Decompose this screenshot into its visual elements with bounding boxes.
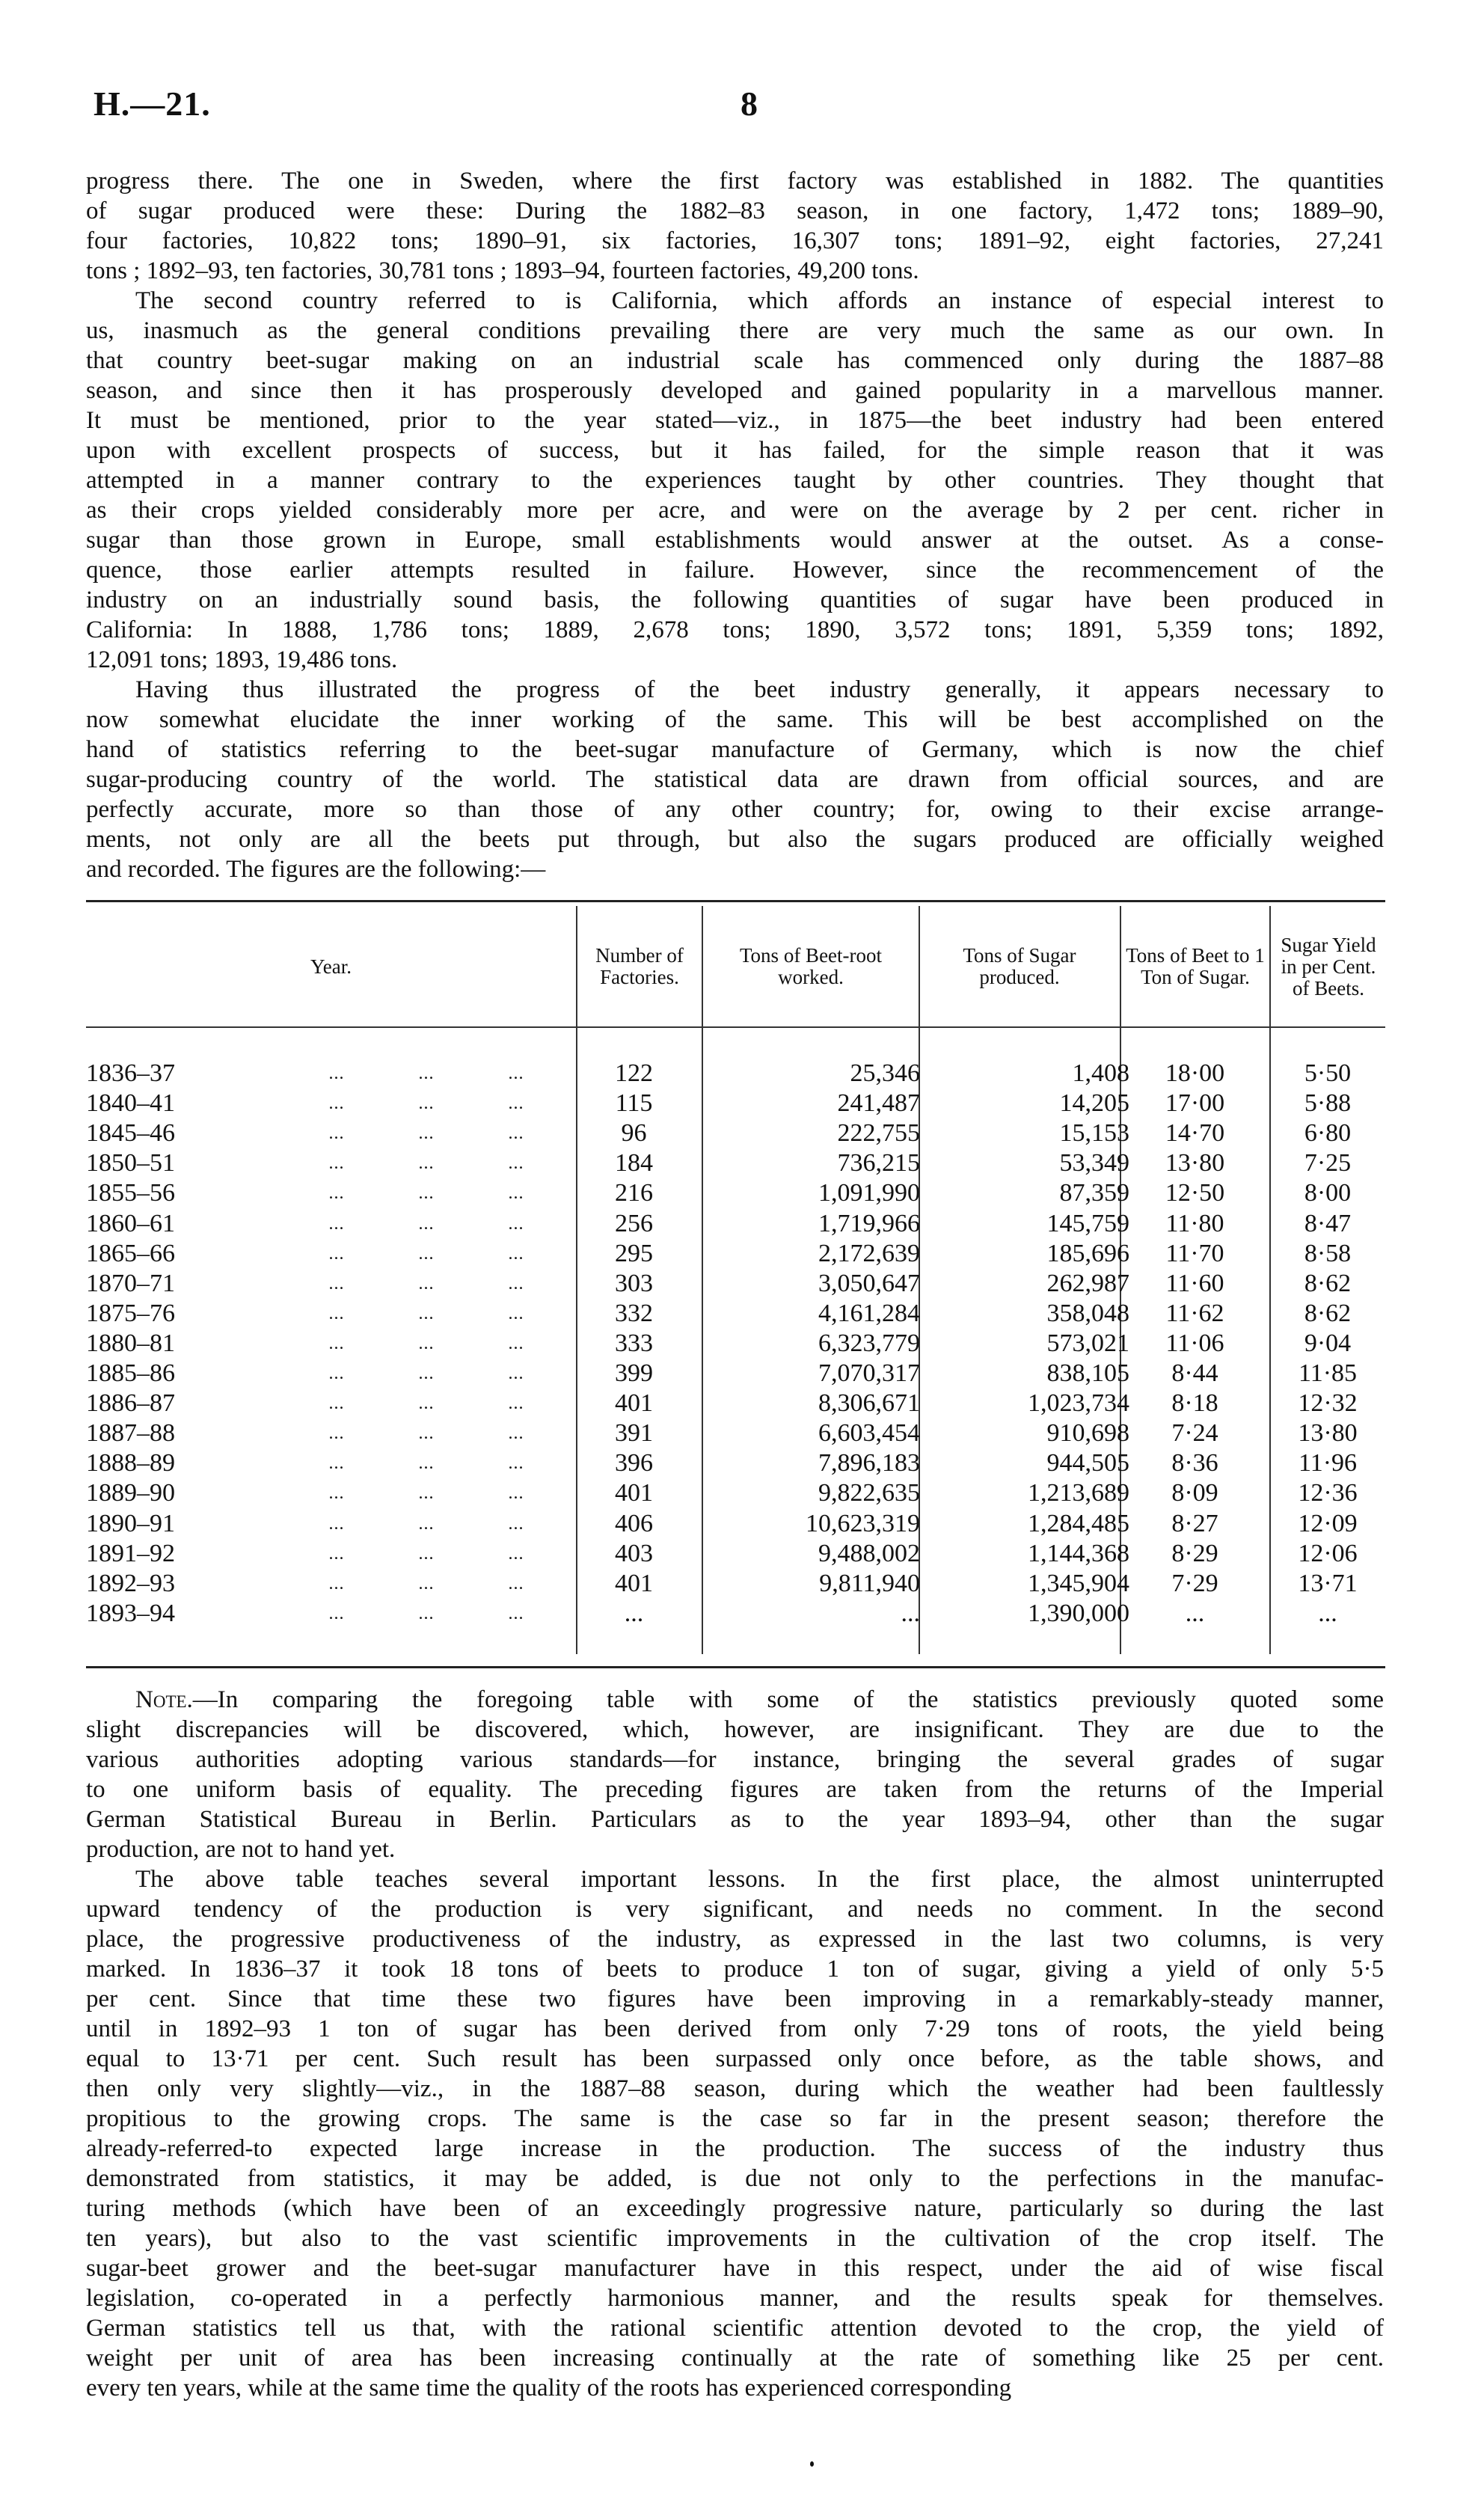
cell-sugar: 1,144,368 (1028, 1539, 1129, 1567)
cell-year: 1855–56 (86, 1179, 175, 1207)
text-line: weight per unit of area has been increasing continually at the rate of something like 25 per cent. (86, 2345, 1384, 2372)
table-row (86, 1209, 1385, 1239)
cell-ratio: 18·00 (1165, 1059, 1225, 1087)
text-line: German Statistical Bureau in Berlin. Particulars as to the year 1893–94, other than the sugar (86, 1806, 1384, 1833)
text-line: every ten years, while at the same time the quality of the roots has experienced corresponding (86, 2375, 1012, 2401)
intro-text (86, 166, 1384, 884)
cell-beet: 3,050,647 (818, 1269, 920, 1297)
cell-ratio: 11·70 (1165, 1239, 1224, 1267)
table-header-rule (86, 1026, 1385, 1028)
leader-dots: ... ... ... (328, 1243, 524, 1264)
text-line: of sugar produced were these: During the 1882–83 season, in one factory, 1,472 tons; 1889–90, (86, 198, 1384, 224)
leader-dots: ... ... ... (328, 1333, 524, 1353)
table-bottom-rule (86, 1666, 1385, 1668)
leader-dots: ... ... ... (328, 1064, 524, 1083)
table-row (86, 1448, 1385, 1478)
table-row (86, 1178, 1385, 1208)
cell-yield: 12·06 (1298, 1539, 1358, 1567)
cell-ratio: 7·29 (1171, 1569, 1218, 1597)
cell-ratio: 8·18 (1171, 1389, 1218, 1418)
leader-dots: ... ... ... (328, 1543, 524, 1564)
leader-dots: ... ... ... (328, 1454, 524, 1474)
cell-factories: 401 (615, 1569, 653, 1597)
text-line: It must be mentioned, prior to the year stated—viz., in 1875—the beet industry had been entered (86, 407, 1384, 434)
text-line: sugar-beet grower and the beet-sugar manufacturer have in this respect, under the aid of wise fiscal (86, 2255, 1384, 2282)
text-line: to one uniform basis of equality. The preceding figures are taken from the returns of the Imperial (86, 1776, 1384, 1803)
cell-year: 1860–61 (86, 1209, 175, 1237)
cell-yield: 11·96 (1298, 1449, 1358, 1478)
cell-beet: 7,896,183 (818, 1449, 920, 1478)
text-line: and recorded. The figures are the following:— (86, 856, 546, 883)
table-row (86, 1539, 1385, 1569)
cell-factories: 256 (615, 1209, 653, 1237)
cell-sugar: 944,505 (1046, 1449, 1129, 1478)
paragraph (86, 1685, 1384, 1864)
leader-dots: ... ... ... (328, 1184, 524, 1204)
cell-factories: 184 (615, 1149, 653, 1178)
cell-beet: 241,487 (837, 1089, 920, 1118)
cell-yield: 6·80 (1304, 1119, 1352, 1148)
cell-year: 1845–46 (86, 1119, 175, 1148)
table-row (86, 1359, 1385, 1389)
cell-year: 1891–92 (86, 1539, 175, 1567)
cell-factories: 332 (615, 1299, 653, 1327)
cell-year: 1836–37 (86, 1059, 175, 1087)
text-line: until in 1892–93 1 ton of sugar has been derived from only 7·29 tons of roots, the yield being (86, 2015, 1384, 2042)
text-line: production, are not to hand yet. (86, 1836, 396, 1863)
text-line: already-referred-to expected large increase in the production. The success of the industry thus (86, 2135, 1384, 2162)
cell-yield: 8·00 (1304, 1179, 1352, 1207)
text-line: propitious to the growing crops. The same is the case so far in the present season; therefore the (86, 2105, 1384, 2132)
cell-sugar: 145,759 (1046, 1209, 1129, 1237)
table-row (86, 1599, 1385, 1629)
cell-sugar: 1,284,485 (1028, 1509, 1129, 1537)
text-line: attempted in a manner contrary to the experiences taught by other countries. They thought that (86, 467, 1384, 494)
table-row (86, 1118, 1385, 1148)
table-row (86, 1239, 1385, 1269)
table-row (86, 1059, 1385, 1089)
cell-sugar: 14,205 (1059, 1089, 1129, 1118)
text-line: marked. In 1836–37 it took 18 tons of beets to produce 1 ton of sugar, giving a yield of only 5·5 (86, 1956, 1384, 1983)
cell-yield: 8·58 (1304, 1239, 1352, 1267)
cell-beet: 9,811,940 (819, 1569, 920, 1597)
cell-sugar: 1,408 (1072, 1059, 1129, 1087)
text-line: progress there. The one in Sweden, where the first factory was established in 1882. The quantities (86, 168, 1384, 195)
header-sugar-yield: Sugar Yield in per Cent. of Beets. (1281, 933, 1376, 1000)
leader-dots: ... ... ... (328, 1124, 524, 1144)
text-line: The above table teaches several important lessons. In the first place, the almost uninterrupted (135, 1866, 1384, 1893)
leader-dots: ... ... ... (328, 1424, 524, 1444)
text-line: season, and since then it has prosperously developed and gained popularity in a marvellous manner. (86, 377, 1384, 404)
table-row (86, 1569, 1385, 1599)
cell-beet: 7,070,317 (818, 1359, 920, 1387)
cell-factories: 403 (615, 1539, 653, 1567)
cell-factories: 333 (615, 1329, 653, 1357)
cell-ratio: 11·06 (1165, 1329, 1224, 1357)
page-number: 8 (741, 85, 758, 123)
text-line: as their crops yielded considerably more per acre, and were on the average by 2 per cent. richer in (86, 497, 1384, 524)
header-year: Year. (310, 955, 352, 978)
cell-ratio: 8·29 (1171, 1539, 1218, 1567)
text-line: equal to 13·71 per cent. Such result has been surpassed only once before, as the table shows, and (86, 2045, 1384, 2072)
text-line: California: In 1888, 1,786 tons; 1889, 2,678 tons; 1890, 3,572 tons; 1891, 5,359 tons; 1892, (86, 616, 1384, 643)
cell-factories: 115 (615, 1089, 653, 1118)
leader-dots: ... ... ... (328, 1364, 524, 1383)
cell-beet: 10,623,319 (806, 1509, 920, 1537)
cell-sugar: 573,021 (1046, 1329, 1129, 1357)
cell-year: 1887–88 (86, 1419, 175, 1448)
leader-dots: ... ... ... (328, 1094, 524, 1114)
cell-sugar: 15,153 (1059, 1119, 1129, 1148)
cell-yield: 12·09 (1298, 1509, 1358, 1537)
text-line: industry on an industrially sound basis, the following quantities of sugar have been produced in (86, 587, 1384, 613)
cell-yield: 12·32 (1298, 1389, 1358, 1418)
text-line: Having thus illustrated the progress of the beet industry generally, it appears necessary to (135, 676, 1384, 703)
table-row (86, 1269, 1385, 1299)
text-line: slight discrepancies will be discovered, which, however, are insignificant. They are due to the (86, 1716, 1384, 1743)
cell-beet: 736,215 (837, 1149, 920, 1178)
cell-beet: 1,091,990 (818, 1179, 920, 1207)
text-line: us, inasmuch as the general conditions prevailing there are very much the same as our own. In (86, 317, 1384, 344)
cell-year: 1880–81 (86, 1329, 175, 1357)
cell-factories: 122 (615, 1059, 653, 1087)
cell-factories: 391 (615, 1419, 653, 1448)
cell-beet: 6,323,779 (818, 1329, 920, 1357)
cell-ratio: 8·27 (1171, 1509, 1218, 1537)
cell-sugar: 185,696 (1046, 1239, 1129, 1267)
cell-yield: 13·80 (1298, 1419, 1358, 1448)
header-factories: Number of Factories. (595, 944, 684, 988)
cell-year: 1875–76 (86, 1299, 175, 1327)
cell-factories: 401 (615, 1479, 653, 1507)
header-sugar-produced: Tons of Sugar produced. (963, 944, 1076, 988)
cell-year: 1885–86 (86, 1359, 175, 1387)
cell-sugar: 1,213,689 (1028, 1479, 1129, 1507)
cell-ratio: 14·70 (1165, 1119, 1225, 1148)
cell-beet: 2,172,639 (818, 1239, 920, 1267)
text-line (86, 1685, 1384, 1715)
cell-sugar: 358,048 (1046, 1299, 1129, 1327)
cell-sugar: 910,698 (1046, 1419, 1129, 1448)
cell-factories: 295 (615, 1239, 653, 1267)
text-line: tons ; 1892–93, ten factories, 30,781 tons ; 1893–94, fourteen factories, 49,200 tons. (86, 257, 919, 284)
cell-yield: 13·71 (1298, 1569, 1358, 1597)
cell-factories: 399 (615, 1359, 653, 1387)
cell-sugar: 1,390,000 (1028, 1599, 1129, 1627)
cell-sugar: 1,023,734 (1028, 1389, 1129, 1418)
text-line: per cent. Since that time these two figures have been improving in a remarkably-steady manner, (86, 1986, 1384, 2012)
table-row (86, 1418, 1385, 1448)
cell-sugar: 838,105 (1046, 1359, 1129, 1387)
text-line: legislation, co-operated in a perfectly harmonious manner, and the results speak for themselves. (86, 2285, 1384, 2312)
text-line: sugar-producing country of the world. The statistical data are drawn from official sources, and are (86, 766, 1384, 793)
text-line: place, the progressive productiveness of the industry, as expressed in the last two columns, is very (86, 1926, 1384, 1953)
leader-dots: ... ... ... (328, 1213, 524, 1234)
text-line: that country beet-sugar making on an industrial scale has commenced only during the 1887–88 (86, 347, 1384, 374)
text-line: The second country referred to is California, which affords an instance of especial interest to (135, 287, 1384, 314)
cell-yield: 5·50 (1304, 1059, 1352, 1087)
cell-ratio: 11·60 (1165, 1269, 1224, 1297)
cell-factories: 406 (615, 1509, 653, 1537)
cell-yield: 8·62 (1304, 1269, 1352, 1297)
cell-beet: 9,488,002 (818, 1539, 920, 1567)
cell-sugar: 53,349 (1059, 1149, 1129, 1178)
cell-factories: ... (624, 1599, 644, 1627)
cell-ratio: 8·09 (1171, 1479, 1218, 1507)
cell-year: 1892–93 (86, 1569, 175, 1597)
cell-yield: 7·25 (1304, 1149, 1352, 1178)
leader-dots: ... ... ... (328, 1484, 524, 1504)
leader-dots: ... ... ... (328, 1154, 524, 1174)
cell-year: 1886–87 (86, 1389, 175, 1418)
text-line: turing methods (which have been of an exceedingly progressive nature, particularly so during the last (86, 2195, 1384, 2222)
cell-yield: 8·47 (1304, 1209, 1352, 1237)
text-line: then only very slightly—viz., in the 1887–88 season, during which the weather had been faultlessly (86, 2075, 1384, 2102)
table-row (86, 1089, 1385, 1118)
text-line: now somewhat elucidate the inner working of the same. This will be best accomplished on the (86, 706, 1384, 733)
cell-beet: 8,306,671 (818, 1389, 920, 1418)
cell-year: 1893–94 (86, 1599, 175, 1627)
cell-year: 1870–71 (86, 1269, 175, 1297)
cell-beet: 9,822,635 (818, 1479, 920, 1507)
text-line: upon with excellent prospects of success, but it has failed, for the simple reason that it was (86, 437, 1384, 464)
cell-beet: 6,603,454 (818, 1419, 920, 1448)
text-line: hand of statistics referring to the beet-sugar manufacture of Germany, which is now the chief (86, 736, 1384, 763)
note-label: Note. (135, 1686, 193, 1713)
paragraph (86, 286, 1384, 675)
table-row (86, 1509, 1385, 1539)
text-line: four factories, 10,822 tons; 1890–91, six factories, 16,307 tons; 1891–92, eight factories, 27,241 (86, 227, 1384, 254)
cell-factories: 303 (615, 1269, 653, 1297)
cell-yield: 12·36 (1298, 1479, 1358, 1507)
cell-factories: 396 (615, 1449, 653, 1478)
cell-ratio: 8·44 (1171, 1359, 1218, 1387)
after-text (86, 1685, 1384, 2403)
header-beet-root: Tons of Beet-root worked. (739, 944, 883, 988)
paragraph (86, 675, 1384, 884)
cell-beet: 4,161,284 (818, 1299, 920, 1327)
cell-year: 1889–90 (86, 1479, 175, 1507)
cell-yield: 9·04 (1304, 1329, 1352, 1357)
text-line: upward tendency of the production is very significant, and needs no comment. In the second (86, 1896, 1384, 1923)
paragraph (86, 166, 1384, 286)
cell-year: 1888–89 (86, 1449, 175, 1478)
cell-ratio: 11·62 (1165, 1299, 1224, 1327)
leader-dots: ... ... ... (328, 1273, 524, 1294)
leader-dots: ... ... ... (328, 1513, 524, 1534)
cell-beet: ... (901, 1599, 920, 1627)
text-line: demonstrated from statistics, it may be added, is due not only to the perfections in the manufac- (86, 2165, 1384, 2192)
leader-dots: ... ... ... (328, 1303, 524, 1323)
text-line: German statistics tell us that, with the rational scientific attention devoted to the crop, the yield of (86, 2315, 1384, 2342)
table-row (86, 1389, 1385, 1418)
cell-yield: 8·62 (1304, 1299, 1352, 1327)
cell-sugar: 1,345,904 (1028, 1569, 1129, 1597)
cell-ratio: ... (1185, 1599, 1205, 1627)
table-row (86, 1299, 1385, 1329)
cell-ratio: 13·80 (1165, 1149, 1225, 1178)
cell-year: 1865–66 (86, 1239, 175, 1267)
text-line: quence, those earlier attempts resulted in failure. However, since the recommencement of the (86, 557, 1384, 584)
text-line-content: —In comparing the foregoing table with some of the statistics previously quoted some (192, 1686, 1384, 1713)
cell-yield: 5·88 (1304, 1089, 1352, 1118)
cell-factories: 401 (615, 1389, 653, 1418)
cell-yield: ... (1318, 1599, 1337, 1627)
table-row (86, 1148, 1385, 1178)
cell-yield: 11·85 (1298, 1359, 1358, 1387)
cell-ratio: 7·24 (1171, 1419, 1218, 1448)
table-row (86, 1329, 1385, 1359)
cell-sugar: 262,987 (1046, 1269, 1129, 1297)
header-beet-per-ton: Tons of Beet to 1 Ton of Sugar. (1126, 944, 1265, 988)
cell-ratio: 12·50 (1165, 1179, 1225, 1207)
cell-ratio: 8·36 (1171, 1449, 1218, 1478)
cell-ratio: 17·00 (1165, 1089, 1225, 1118)
table-top-rule (86, 900, 1385, 902)
paragraph (86, 1864, 1384, 2403)
text-line: perfectly accurate, more so than those of any other country; for, owing to their excise arrange- (86, 796, 1384, 823)
cell-beet: 222,755 (837, 1119, 920, 1148)
cell-factories: 96 (621, 1119, 647, 1148)
page-mark (810, 2461, 814, 2467)
cell-ratio: 11·80 (1165, 1209, 1224, 1237)
text-line: ments, not only are all the beets put through, but also the sugars produced are officially weighed (86, 826, 1384, 853)
running-head: H.—21. (93, 85, 211, 123)
cell-beet: 1,719,966 (818, 1209, 920, 1237)
text-line: 12,091 tons; 1893, 19,486 tons. (86, 646, 398, 673)
cell-year: 1840–41 (86, 1089, 175, 1118)
cell-sugar: 87,359 (1059, 1179, 1129, 1207)
cell-year: 1890–91 (86, 1509, 175, 1537)
leader-dots: ... ... ... (328, 1573, 524, 1594)
text-line: ten years), but also to the vast scientific improvements in the cultivation of the crop itself. The (86, 2225, 1384, 2252)
cell-factories: 216 (615, 1179, 653, 1207)
leader-dots: ... ... ... (328, 1603, 524, 1623)
text-line: various authorities adopting various standards—for instance, bringing the several grades of sugar (86, 1746, 1384, 1773)
cell-year: 1850–51 (86, 1149, 175, 1178)
leader-dots: ... ... ... (328, 1394, 524, 1414)
cell-beet: 25,346 (850, 1059, 920, 1087)
table-row (86, 1478, 1385, 1508)
text-line: sugar than those grown in Europe, small establishments would answer at the outset. As a conse- (86, 527, 1384, 554)
